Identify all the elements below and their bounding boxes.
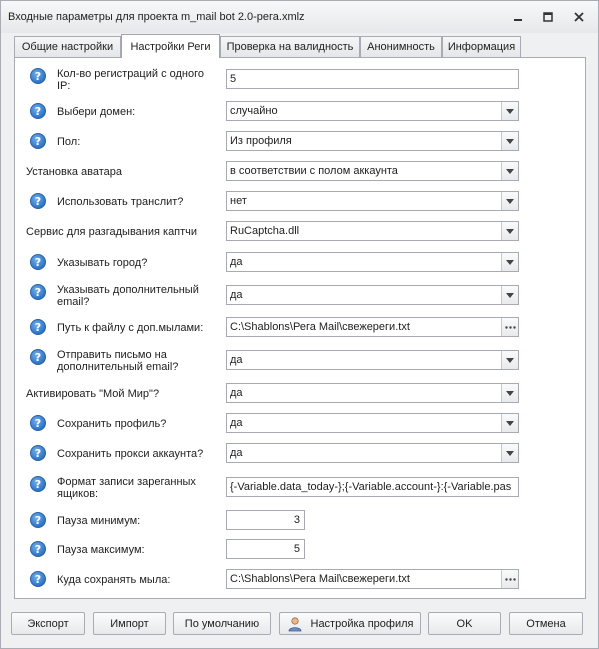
field-label: Сохранить профиль?	[57, 418, 167, 430]
help-icon[interactable]: ?	[30, 541, 46, 557]
send-mail-select[interactable]: да	[226, 350, 519, 370]
help-icon[interactable]: ?	[30, 476, 46, 492]
dropdown-button[interactable]	[501, 286, 518, 304]
activate-my-world-select[interactable]: да	[226, 383, 519, 403]
field-label: Сохранить прокси аккаунта?	[57, 448, 204, 460]
maximize-icon	[542, 12, 554, 22]
dropdown-button[interactable]	[501, 192, 518, 210]
help-icon[interactable]: ?	[30, 68, 46, 84]
cancel-button[interactable]: Отмена	[509, 612, 583, 635]
help-icon[interactable]: ?	[30, 193, 46, 209]
row-gender	[15, 131, 585, 153]
field-label: Отправить письмо на дополнительный email?	[57, 349, 179, 373]
window-title: Входные параметры для проекта m_mail bot 2.0-рега.xmlz	[8, 11, 305, 23]
dropdown-button[interactable]	[501, 222, 518, 240]
row-save-path	[15, 569, 585, 591]
extra-email-path-input[interactable]: C:\Shablons\Рега Mail\свежереги.txt	[226, 317, 519, 337]
minimize-icon	[512, 12, 524, 22]
save-profile-select[interactable]: да	[226, 413, 519, 433]
tab-info[interactable]: Информация	[442, 36, 521, 57]
tab-anonymity[interactable]: Анонимность	[360, 36, 442, 57]
field-label: Активировать "Мой Мир"?	[26, 388, 160, 400]
tab-strip	[14, 36, 594, 57]
close-button[interactable]	[569, 9, 589, 25]
chevron-down-icon	[506, 199, 514, 204]
help-icon[interactable]: ?	[30, 103, 46, 119]
browse-button[interactable]	[501, 318, 518, 336]
avatar-select[interactable]: в соответствии с полом аккаунта	[226, 161, 519, 181]
tab-general[interactable]: Общие настройки	[14, 36, 121, 57]
dropdown-button[interactable]	[501, 384, 518, 402]
field-label: Путь к файлу с доп.мылами:	[57, 322, 204, 334]
extra-email-select[interactable]: да	[226, 285, 519, 305]
help-icon[interactable]: ?	[30, 254, 46, 270]
row-city	[15, 252, 585, 274]
field-label: Пауза максимум:	[57, 544, 145, 556]
dropdown-button[interactable]	[501, 351, 518, 369]
pause-max-input[interactable]: 5	[226, 539, 305, 559]
chevron-down-icon	[506, 358, 514, 363]
city-select[interactable]: да	[226, 252, 519, 272]
field-label: Установка аватара	[26, 166, 123, 178]
domain-select[interactable]: случайно	[226, 101, 519, 121]
row-pause-max	[15, 539, 585, 561]
dropdown-button[interactable]	[501, 132, 518, 150]
row-save-proxy	[15, 443, 585, 465]
row-activate-my-world	[15, 383, 585, 405]
close-icon	[573, 12, 585, 22]
chevron-down-icon	[506, 421, 514, 426]
chevron-down-icon	[506, 169, 514, 174]
field-label: Сервис для разгадывания каптчи	[26, 226, 198, 238]
registrations-per-ip-input[interactable]: 5	[226, 69, 519, 89]
field-label: Куда сохранять мыла:	[57, 574, 171, 586]
help-icon[interactable]: ?	[30, 133, 46, 149]
tab-validity[interactable]: Проверка на валидность	[220, 36, 360, 57]
save-proxy-select[interactable]: да	[226, 443, 519, 463]
row-registrations-per-ip	[15, 68, 585, 90]
help-icon[interactable]: ?	[30, 571, 46, 587]
field-label: Указывать дополнительный email?	[57, 284, 199, 308]
captcha-service-select[interactable]: RuCaptcha.dll	[226, 221, 519, 241]
field-label: Кол-во регистраций с одного IP:	[57, 68, 205, 92]
export-button[interactable]: Экспорт	[11, 612, 85, 635]
dropdown-button[interactable]	[501, 102, 518, 120]
title-bar	[1, 1, 598, 33]
field-label: Использовать транслит?	[57, 196, 184, 208]
profile-settings-button[interactable]	[279, 612, 421, 635]
dropdown-button[interactable]	[501, 162, 518, 180]
chevron-down-icon	[506, 139, 514, 144]
defaults-button[interactable]: По умолчанию	[173, 612, 271, 635]
pause-min-input[interactable]: 3	[226, 510, 305, 530]
ellipsis-icon	[505, 326, 516, 329]
maximize-button[interactable]	[538, 9, 558, 25]
chevron-down-icon	[506, 260, 514, 265]
field-label: Пол:	[57, 136, 81, 148]
import-button[interactable]: Импорт	[93, 612, 166, 635]
field-label: Пауза минимум:	[57, 515, 141, 527]
row-translit	[15, 191, 585, 213]
chevron-down-icon	[506, 229, 514, 234]
dropdown-button[interactable]	[501, 414, 518, 432]
help-icon[interactable]: ?	[30, 512, 46, 528]
tab-registration[interactable]: Настройки Реги	[121, 34, 220, 58]
browse-button[interactable]	[501, 570, 518, 588]
help-icon[interactable]: ?	[30, 284, 46, 300]
help-icon[interactable]: ?	[30, 445, 46, 461]
row-send-mail	[15, 347, 585, 373]
row-save-profile	[15, 413, 585, 435]
field-label: Формат записи зареганных ящиков:	[57, 476, 196, 500]
ellipsis-icon	[505, 578, 516, 581]
row-avatar	[15, 161, 585, 183]
field-label: Указывать город?	[57, 257, 148, 269]
help-icon[interactable]: ?	[30, 349, 46, 365]
field-label: Выбери домен:	[57, 106, 136, 118]
minimize-button[interactable]	[508, 9, 528, 25]
row-domain	[15, 101, 585, 123]
help-icon[interactable]: ?	[30, 415, 46, 431]
row-extra-email	[15, 282, 585, 308]
chevron-down-icon	[506, 391, 514, 396]
chevron-down-icon	[506, 451, 514, 456]
row-pause-min	[15, 510, 585, 532]
chevron-down-icon	[506, 109, 514, 114]
settings-panel	[14, 57, 586, 599]
row-record-format	[15, 474, 585, 500]
record-format-input[interactable]: {-Variable.data_today-};{-Variable.account-}:{-Variable.pas	[226, 477, 519, 497]
dropdown-button[interactable]	[501, 253, 518, 271]
gender-select[interactable]: Из профиля	[226, 131, 519, 151]
help-icon[interactable]: ?	[30, 319, 46, 335]
translit-select[interactable]: нет	[226, 191, 519, 211]
ok-button[interactable]: OK	[428, 612, 501, 635]
save-path-input[interactable]: C:\Shablons\Рега Mail\свежереги.txt	[226, 569, 519, 589]
dropdown-button[interactable]	[501, 444, 518, 462]
row-captcha-service	[15, 221, 585, 243]
row-extra-email-path	[15, 317, 585, 339]
profile-settings-label: Настройка профиля	[310, 617, 414, 630]
chevron-down-icon	[506, 293, 514, 298]
user-icon	[287, 616, 303, 632]
